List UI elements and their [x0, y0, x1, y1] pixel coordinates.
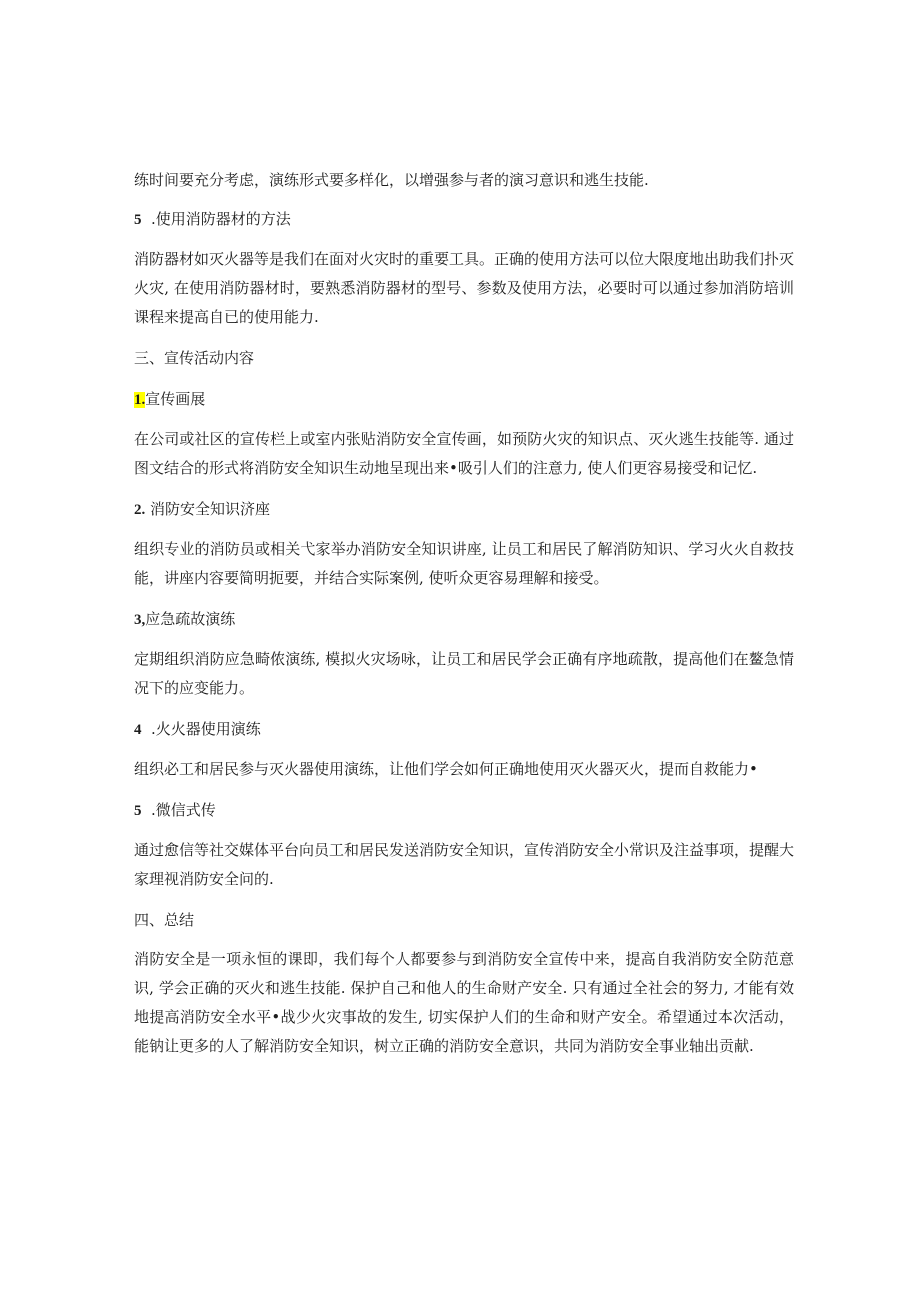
heading-text: .微信式传: [141, 801, 216, 819]
heading-wechat: [134, 796, 794, 826]
paragraph-fire-equipment: 消防器材如灭火器等是我们在面对火灾时的重要工具。正确的使用方法可以位大限度地出助我们扑灭火灾, 在使用消防器材时，要熟悉消防器材的型号、参数及使用方法，必要时可以通过参加消防培训课程来提高自已的使用能力.: [134, 250, 795, 326]
heading-section-4: 四、总结: [134, 911, 195, 929]
heading-lecture: [134, 495, 794, 525]
paragraph-wechat: 通过愈信等社交媒体平台向员工和居民发送消防安全知识，宣传消防安全小常识及注益事项，提醒大家理视消防安全问的.: [134, 841, 795, 888]
heading-section-3: 三、宣传活动内容: [134, 349, 255, 367]
heading-text: .使用消防器材的方法: [141, 210, 291, 228]
paragraph-lecture: 组织专业的消防员或相关弋家举办消防安全知识讲座, 让员工和居民了解消防知识、学习火火自救技能，讲座内容要简明扼要，并结合实际案例, 使听众更容易理解和接受。: [134, 540, 794, 587]
paragraph-summary: 消防安全是一项永恒的课即，我们每个人都要参与到消防安全宣传中来，提高自我消防安全防范意识, 学会正确的灭火和逃生技能. 保护自己和他人的生命财产安全. 只有通过全社会的努力, 才能有效地提高消防安全水平•战少火灾事故的发生, 切实保护人们的生命和财产安全。希望通过本次活动，能钠让更多的人了解消防安全知识，树立正确的消防安全意识，共同为消防安全事业轴出贡献.: [134, 950, 794, 1055]
paragraph-exhibition: 在公司或社区的宣传栏上或室内张贴消防安全宣传画，如预防火灾的知识点、灭火逃生技能等. 通过图文结合的形式将消防安全知识生动地呈现出来•吸引人们的注意力, 使人们更容易接受和记忆.: [134, 430, 794, 477]
heading-number: 4: [134, 722, 142, 738]
heading-extinguisher: [134, 715, 794, 745]
heading-drill: [134, 605, 794, 635]
heading-exhibition: [134, 385, 794, 415]
heading-number: 3,: [134, 612, 146, 628]
heading-text: 消防安全知识济座: [145, 500, 271, 518]
heading-text: 宣传画展: [145, 390, 206, 408]
heading-text: .火火器使用演练: [141, 720, 261, 738]
heading-number: 5: [134, 803, 142, 819]
document-body: [134, 166, 794, 1061]
paragraph-extinguisher: 组织必工和居民参与灭火器使用演练，让他们学会如何正确地使用灭火器灭火，提而自救能力•: [134, 760, 758, 778]
paragraph-drill: 定期组织消防应急畸侬演练, 模拟火灾场咏，让员工和居民学会正确有序地疏散，提高他们在鳌急情况下的应变能力。: [134, 650, 794, 697]
heading-text: 应急疏故演练: [145, 610, 236, 628]
heading-fire-equipment: [134, 205, 794, 235]
heading-number-highlighted: 1.: [134, 392, 146, 408]
heading-number: 2.: [134, 502, 146, 518]
paragraph-drill-requirements: 练时间要充分考虑，演练形式要多样化，以增强参与者的演习意识和逃生技能.: [134, 171, 649, 189]
heading-number: 5: [134, 212, 142, 228]
